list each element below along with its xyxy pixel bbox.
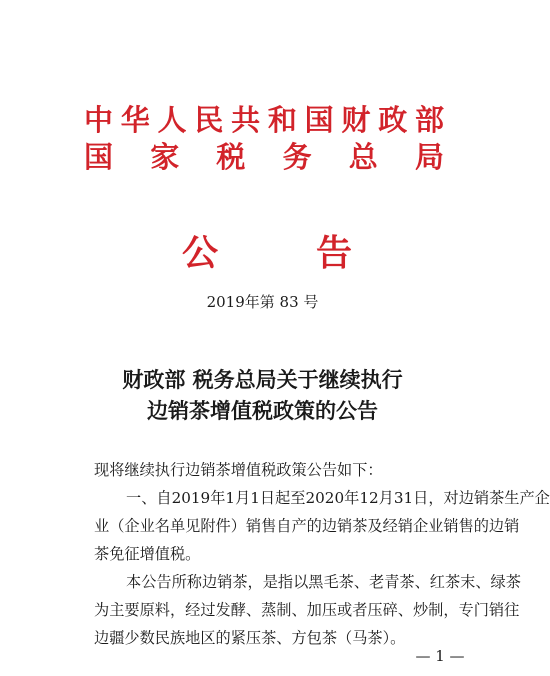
issuer-ministry-of-finance: 中华人民共和国财政部 (84, 103, 446, 137)
paragraph-1-line-3: 茶免征增值税。 (94, 545, 201, 563)
paragraph-2-line-1: 本公告所称边销茶，是指以黑毛茶、老青茶、红茶末、绿茶 (126, 573, 521, 591)
paragraph-2-line-3: 边疆少数民族地区的紧压茶、方包茶（马茶）。 (94, 629, 406, 647)
document-type-announcement: 公告 (182, 232, 352, 274)
intro-paragraph (94, 456, 466, 484)
document-number: 2019年第 83 号 (206, 293, 319, 311)
paragraph-1-line-1: 一、自2019年1月1日起至2020年12月31日，对边销茶生产企 (126, 489, 550, 507)
paragraph-1-line-2: 业（企业名单见附件）销售自产的边销茶及经销企业销售的边销 (94, 517, 520, 535)
page-number: — 1 — (415, 647, 465, 665)
announcement-title-line-1: 财政部 税务总局关于继续执行 (122, 367, 403, 392)
issuer-state-taxation-administration: 国家税务总局 (84, 140, 446, 174)
announcement-title-line-2: 边销茶增值税政策的公告 (147, 398, 378, 423)
intro-line: 现将继续执行边销茶增值税政策公告如下： (94, 461, 383, 479)
paragraph-1 (94, 484, 550, 568)
paragraph-2-line-2: 为主要原料，经过发酵、蒸制、加压或者压碎、炒制，专门销往 (94, 601, 520, 619)
paragraph-2 (94, 568, 521, 652)
